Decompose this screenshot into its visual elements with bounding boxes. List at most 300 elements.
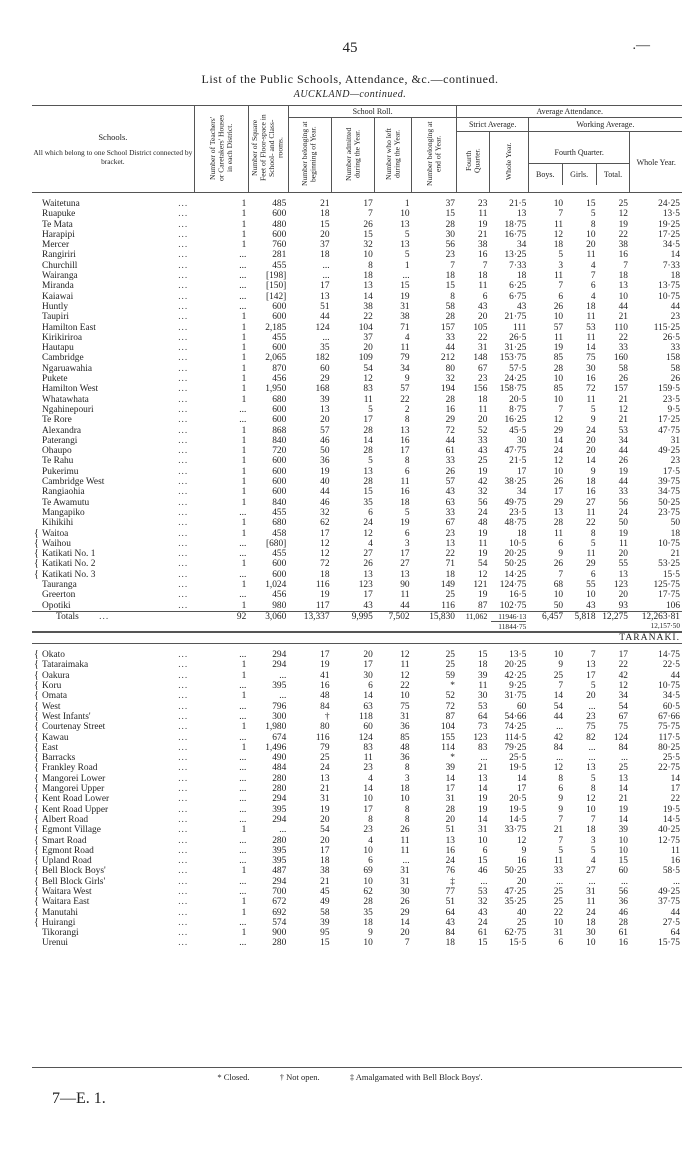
page-dash: .— [632, 38, 650, 53]
cell-w1: 12 [553, 229, 564, 240]
school-name: Waitoa [42, 528, 69, 539]
cell-w1: 57 [553, 322, 564, 333]
district-bracket: { [34, 680, 39, 692]
leader-dots: ... [178, 681, 189, 692]
cell-w2: 7 [590, 650, 596, 661]
table-row [32, 733, 682, 743]
cell-r1: 13 [320, 291, 330, 302]
table-row [32, 374, 682, 384]
cell-r4: 25 [445, 590, 455, 601]
cell-r4: 39 [445, 763, 455, 774]
cell-h: ... [239, 650, 247, 661]
cell-r1: 48 [320, 691, 330, 702]
taranaki-header-section [32, 632, 682, 644]
cell-w3: 17 [618, 650, 628, 661]
leader-dots: ... [178, 384, 189, 395]
table-row [32, 743, 682, 753]
district-bracket: { [34, 752, 39, 764]
cell-w1: 24 [553, 446, 564, 457]
cell-r4: 23 [445, 528, 455, 539]
cell-w3: 60 [618, 866, 628, 877]
leader-dots: ... [178, 487, 189, 498]
cell-f: 600 [272, 477, 287, 488]
cell-s2: 13 [516, 209, 527, 220]
cell-w3: 21 [618, 415, 628, 426]
signature-mark: 7—E. 1. [52, 1090, 106, 1107]
cell-r2: 43 [363, 600, 373, 611]
cell-s1: 43 [478, 301, 488, 312]
table-row [32, 487, 682, 497]
cell-w2: 75 [586, 722, 596, 733]
cell-w3: 56 [618, 887, 628, 897]
totals-roll-end: 15,830 [412, 611, 457, 632]
cell-w1: 7 [558, 681, 564, 692]
cell-w4: 40·25 [658, 825, 680, 836]
school-name: Hamilton West [42, 384, 99, 395]
cell-r2: 10 [363, 876, 373, 887]
leader-dots: ... [178, 825, 189, 836]
cell-r3: 3 [404, 538, 410, 549]
cell-r4: 67 [445, 518, 455, 529]
cell-s1: 43 [478, 907, 488, 918]
district-bracket: { [34, 813, 39, 825]
cell-w4: 23 [670, 312, 680, 323]
cell-w4: 14·75 [658, 650, 680, 661]
cell-r4: * [450, 681, 455, 692]
cell-w3: 54 [618, 701, 628, 712]
cell-w2: 7 [590, 814, 596, 825]
cell-w4: 44 [670, 301, 680, 312]
cell-w4: 47·75 [658, 425, 680, 436]
cell-s1: 10 [478, 835, 488, 846]
cell-w2: 20 [586, 691, 596, 702]
table-row [32, 681, 682, 691]
cell-w2: 20 [586, 446, 596, 457]
cell-r4: 59 [445, 670, 455, 681]
cell-r3: 8 [404, 456, 410, 467]
cell-f: 600 [272, 209, 287, 220]
cell-r3: 26 [400, 897, 410, 908]
cell-s2: 6·25 [509, 281, 527, 292]
cell-r3: 11 [400, 660, 410, 671]
cell-s2: 49·75 [504, 497, 527, 508]
cell-r1: 25 [320, 753, 330, 764]
cell-r2: 17 [363, 590, 373, 601]
cell-w1: 9 [558, 804, 564, 815]
cell-r4: 155 [440, 732, 455, 743]
cell-r2: 6 [368, 856, 373, 867]
cell-f: [198] [265, 271, 287, 282]
school-name: Whatawhata [42, 394, 89, 405]
leader-dots: ... [178, 742, 189, 753]
cell-r3: 11 [400, 590, 410, 601]
cell-w3: 160 [613, 353, 628, 364]
cell-w3: 12 [618, 209, 628, 220]
cell-w4: 26·5 [662, 332, 680, 343]
cell-r2: 5 [368, 456, 373, 467]
table-row [32, 209, 682, 219]
school-name: Kawau [42, 732, 69, 743]
cell-r1: 13 [320, 773, 330, 784]
cell-s1: 25 [478, 456, 488, 467]
school-name: Kihikihi [42, 518, 74, 529]
cell-w2: 5 [590, 404, 596, 415]
cell-f: 280 [272, 784, 287, 795]
cell-r2: 18 [363, 917, 373, 928]
school-name: Smart Road [42, 835, 87, 846]
table-row [32, 590, 682, 600]
leader-dots: ... [178, 497, 189, 508]
cell-s1: 73 [478, 722, 488, 733]
school-name: West Infants' [42, 711, 91, 722]
cell-f: 455 [272, 260, 287, 271]
cell-r2: 13 [363, 281, 373, 292]
cell-h: 1 [241, 670, 247, 681]
cell-r1: 95 [320, 928, 330, 939]
cell-h: 1 [241, 559, 247, 570]
cell-w2: 20 [586, 240, 596, 251]
cell-h: ... [239, 732, 247, 743]
cell-s2: 34 [516, 240, 527, 251]
cell-w3: 55 [618, 559, 628, 570]
cell-w3: 15 [618, 856, 628, 867]
strict-whole-year-header: Whole Year. [489, 132, 528, 193]
cell-r3: 13 [400, 219, 410, 230]
table-row [32, 928, 682, 938]
cell-s1: ... [480, 876, 488, 887]
cell-s2: 10·5 [509, 538, 527, 549]
cell-w3: 19 [618, 528, 628, 539]
roll-beginning-header: Number belonging at beginning of Year. [288, 118, 331, 193]
cell-w1: 29 [553, 425, 564, 436]
cell-f: 1,496 [265, 742, 287, 753]
cell-w4: 17·25 [658, 415, 680, 426]
cell-r2: 28 [363, 477, 373, 488]
cell-r1: 21 [320, 876, 330, 887]
cell-w1: 14 [553, 691, 564, 702]
cell-s2: 45·5 [509, 425, 527, 436]
cell-s2: 62·75 [504, 928, 527, 939]
cell-w4: 13·5 [662, 209, 680, 220]
leader-dots: ... [178, 549, 189, 560]
cell-s1: 53 [478, 887, 488, 897]
cell-s1: 18 [478, 271, 488, 282]
cell-r2: 62 [363, 887, 373, 897]
cell-w4: 58·5 [662, 866, 680, 877]
taranaki-section [32, 644, 682, 949]
cell-r3: 6 [404, 528, 410, 539]
cell-r3: 29 [400, 907, 410, 918]
cell-f: 1,950 [265, 384, 287, 395]
cell-w3: 46 [618, 907, 628, 918]
cell-r4: 56 [445, 240, 455, 251]
cell-w3: 25 [618, 763, 628, 774]
table-row [32, 498, 682, 508]
district-bracket: { [34, 855, 39, 867]
strict-fourth-quarter-header: Fourth Quarter. [457, 132, 489, 193]
cell-f: 680 [272, 518, 287, 529]
leader-dots: ... [178, 404, 189, 415]
cell-s2: 74·25 [504, 722, 527, 733]
cell-w2: 11 [586, 897, 596, 908]
cell-r4: 28 [445, 219, 455, 230]
cell-f: 456 [272, 590, 287, 601]
cell-s1: 18 [478, 660, 488, 671]
leader-dots: ... [178, 845, 189, 856]
cell-s1: 32 [478, 897, 488, 908]
cell-w2: 11 [586, 250, 596, 261]
leader-dots: ... [178, 394, 189, 405]
cell-w1: ... [556, 876, 564, 887]
school-name: Bell Block Girls' [42, 876, 106, 887]
cell-f: 980 [272, 600, 287, 611]
district-bracket: { [34, 803, 39, 815]
cell-w2: 11 [586, 332, 596, 343]
auckland-section [32, 193, 682, 612]
cell-f: 796 [272, 701, 287, 712]
cell-s1: 15 [478, 938, 488, 949]
cell-w4: 19·5 [662, 804, 680, 815]
cell-w3: 22 [618, 660, 628, 671]
cell-h: ... [239, 681, 247, 692]
cell-w4: 17·25 [658, 229, 680, 240]
school-name: Katikati No. 3 [42, 569, 96, 580]
cell-r1: 18 [320, 209, 330, 220]
cell-r2: 17 [363, 199, 373, 209]
cell-r4: 18 [445, 569, 455, 580]
cell-w1: 11 [554, 271, 564, 282]
cell-w4: 19·25 [658, 219, 680, 230]
cell-s1: 14 [478, 814, 488, 825]
cell-w4: 17 [670, 784, 680, 795]
table-row [32, 559, 682, 569]
cell-h: ... [239, 804, 247, 815]
cell-f: 487 [272, 866, 287, 877]
cell-r2: 9 [368, 928, 373, 939]
cell-r1: 40 [320, 477, 330, 488]
cell-w4: 12·75 [658, 835, 680, 846]
cell-h: 1 [241, 722, 247, 733]
table-row [32, 271, 682, 281]
cell-r3: 6 [404, 466, 410, 477]
cell-w4: 125·75 [653, 579, 680, 590]
table-row [32, 323, 682, 333]
cell-w2: 5 [590, 681, 596, 692]
cell-w1: 9 [558, 794, 564, 805]
cell-r3: 71 [400, 322, 410, 333]
cell-f: 600 [272, 569, 287, 580]
cell-w2: 31 [586, 887, 596, 897]
cell-h: ... [239, 835, 247, 846]
cell-r2: 12 [363, 528, 373, 539]
cell-f: 600 [272, 415, 287, 426]
cell-f: 600 [272, 343, 287, 354]
cell-w4: 53·25 [658, 559, 680, 570]
cell-w2: 4 [590, 260, 596, 271]
cell-w2: 13 [586, 660, 596, 671]
cell-w3: 34 [618, 691, 628, 702]
school-name: Hautapu [42, 343, 74, 354]
cell-s1: 11 [478, 404, 488, 415]
cell-r2: 118 [359, 711, 373, 722]
cell-w2: 5 [590, 845, 596, 856]
cell-r4: 33 [445, 456, 455, 467]
cell-w1: 7 [558, 404, 564, 415]
cell-w4: 16 [670, 856, 680, 867]
cell-r3: 12 [400, 650, 410, 661]
cell-s1: 12 [478, 569, 488, 580]
table-row [32, 230, 682, 240]
cell-r2: 8 [368, 814, 373, 825]
cell-s2: 158·75 [499, 384, 527, 395]
cell-r4: 80 [445, 363, 455, 374]
cell-r2: 123 [358, 579, 373, 590]
district-bracket: { [34, 793, 39, 805]
cell-r4: 32 [445, 374, 455, 385]
cell-r4: 43 [445, 487, 455, 498]
cell-w2: 5 [590, 209, 596, 220]
cell-r3: 34 [400, 363, 410, 374]
cell-s1: 22 [478, 332, 488, 343]
cell-s1: 11 [478, 281, 488, 292]
cell-w3: 26 [618, 456, 628, 467]
cell-w2: 11 [586, 549, 596, 560]
cell-r3: 1 [404, 199, 410, 209]
school-name: Waitara East [42, 897, 90, 908]
cell-r1: 116 [315, 732, 330, 743]
table-row [32, 415, 682, 425]
cell-r1: 36 [320, 456, 330, 467]
cell-r3: 15 [400, 281, 410, 292]
totals-working-year: 12,263·81 12,157·50 [630, 611, 682, 632]
footnote-amalgamated: ‡ Amalgamated with Bell Block Boys'. [349, 1072, 483, 1082]
cell-r3: 16 [400, 435, 410, 446]
table-row [32, 477, 682, 487]
cell-h: ... [239, 507, 247, 518]
cell-r2: 11 [363, 753, 373, 764]
cell-r1: ... [322, 271, 330, 282]
leader-dots: ... [178, 701, 189, 712]
cell-w2: 24 [586, 907, 596, 918]
cell-s2: 57·5 [509, 363, 527, 374]
table-row [32, 938, 682, 948]
cell-r4: 76 [445, 866, 455, 877]
cell-r3: 18 [400, 784, 410, 795]
table-row [32, 570, 682, 580]
cell-r3: 31 [400, 301, 410, 312]
cell-s1: 53 [478, 701, 488, 712]
cell-r2: 28 [363, 425, 373, 436]
cell-h: ... [239, 845, 247, 856]
cell-s1: 42 [478, 477, 488, 488]
cell-s1: 19 [478, 528, 488, 539]
cell-w1: 21 [553, 825, 564, 836]
cell-s2: 26·5 [509, 332, 527, 343]
footnotes [0, 1072, 700, 1082]
cell-w4: 14 [670, 773, 680, 784]
cell-r1: † [324, 711, 330, 722]
cell-r1: ... [322, 332, 330, 343]
cell-f: 395 [272, 856, 287, 867]
cell-r3: 17 [400, 446, 410, 457]
cell-w1: 10 [553, 590, 564, 601]
cell-f: 680 [272, 394, 287, 405]
table-row [32, 220, 682, 230]
cell-h: 1 [241, 312, 247, 323]
cell-w4: 17·75 [658, 590, 680, 601]
cell-w1: 26 [553, 477, 564, 488]
cell-r3: 18 [400, 497, 410, 508]
table-row [32, 199, 682, 209]
school-name: Egmont Village [42, 825, 101, 836]
cell-w2: 11 [586, 394, 596, 405]
cell-h: ... [239, 569, 247, 580]
cell-h: 1 [241, 209, 247, 220]
school-name: Tauranga [42, 579, 77, 590]
cell-w1: 6 [558, 291, 564, 302]
cell-w1: 10 [553, 312, 564, 323]
cell-s1: 123 [473, 732, 488, 743]
cell-f: 280 [272, 773, 287, 784]
cell-s2: 47·75 [504, 446, 527, 457]
table-row [32, 436, 682, 446]
cell-r1: 19 [320, 660, 330, 671]
cell-r4: 26 [445, 466, 455, 477]
school-name: Mercer [42, 240, 70, 251]
cell-w3: 18 [618, 271, 628, 282]
cell-r1: 182 [315, 353, 330, 364]
cell-w1: ... [556, 722, 564, 733]
cell-w4: 22 [670, 794, 680, 805]
cell-s1: 11 [478, 538, 488, 549]
table-row [32, 333, 682, 343]
cell-r1: 24 [320, 763, 330, 774]
leader-dots: ... [178, 907, 189, 918]
cell-w4: 22·5 [662, 660, 680, 671]
cell-w1: 28 [553, 363, 564, 374]
cell-w4: 23·5 [662, 394, 680, 405]
district-bracket: { [34, 741, 39, 753]
teachers-houses-header: Number of Teachers' or Caretakers' Houses in each District. [194, 106, 248, 193]
cell-s1: 61 [478, 928, 488, 939]
cell-s2: 9 [521, 845, 527, 856]
cell-w4: 18 [670, 271, 680, 282]
cell-r2: 14 [363, 435, 373, 446]
cell-s1: 156 [473, 384, 488, 395]
cell-w4: 10·75 [658, 538, 680, 549]
cell-w3: 14 [618, 784, 628, 795]
cell-r3: 13 [400, 569, 410, 580]
leader-dots: ... [178, 917, 189, 928]
cell-r4: 14 [445, 773, 455, 784]
leader-dots: ... [178, 199, 189, 209]
cell-h: 1 [241, 343, 247, 354]
totals-boys: 6,457 [528, 611, 565, 632]
cell-r4: 31 [445, 794, 455, 805]
cell-r3: 20 [400, 928, 410, 939]
cell-s2: 21·5 [509, 199, 527, 209]
cell-w1: 85 [553, 353, 564, 364]
cell-w2: 14 [586, 456, 596, 467]
cell-w3: 21 [618, 312, 628, 323]
cell-s2: 16 [516, 856, 527, 867]
cell-w1: 10 [553, 466, 564, 477]
cell-r3: 14 [400, 917, 410, 928]
cell-w4: 23 [670, 456, 680, 467]
cell-s2: 24·25 [504, 374, 527, 385]
school-name: Te Awamutu [42, 497, 90, 508]
cell-s2: 19·5 [509, 763, 527, 774]
